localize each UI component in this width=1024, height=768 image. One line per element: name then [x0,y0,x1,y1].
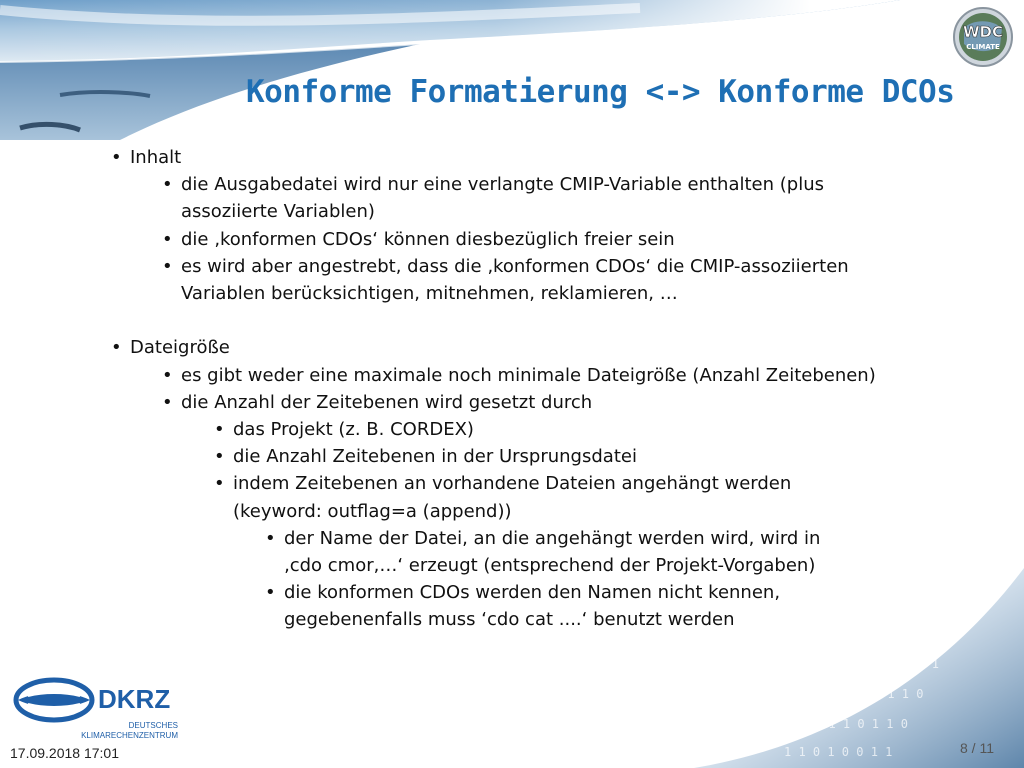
bullet-icon: • [111,147,122,168]
bullet-icon: • [162,364,173,386]
bullet-text-level-1: Inhalt [130,147,182,168]
bullet-text-level-3: die Anzahl Zeitebenen in der Ursprungsdatei [233,446,637,468]
bullet-icon: • [214,419,225,440]
bullet-text-level-2: es gibt weder eine maximale noch minimale Dateigröße (Anzahl Zeitebenen) [181,364,876,386]
bullet-text-level-3: (keyword: outflag=a (append)) [233,500,512,522]
bullet-icon: • [214,446,225,468]
bullet-text-level-4: gegebenenfalls muss ‘cdo cat ....‘ benutzt werden [284,609,735,631]
bullet-text-level-3: das Projekt (z. B. CORDEX) [233,419,474,440]
bullet-icon: • [162,391,173,413]
dkrz-subtitle-1: DEUTSCHES [128,721,178,730]
bullet-icon: • [111,337,122,359]
wdc-logo-subtext: CLIMATE [966,43,1000,51]
bullet-text-level-2: Variablen berücksichtigen, mitnehmen, reklamieren, … [181,283,678,304]
bullet-text-level-1: Dateigröße [130,337,230,359]
bullet-icon: • [265,582,276,604]
bullet-text-level-3: indem Zeitebenen an vorhandene Dateien angehängt werden [233,473,792,495]
svg-text:1 0 1 1: 1 0 1 1 [904,627,955,641]
bullet-text-level-4: ‚cdo cmor,…‘ erzeugt (entsprechend der Projekt-Vorgaben) [284,555,816,576]
bullet-icon: • [214,473,225,495]
bullet-text-level-2: die Ausgabedatei wird nur eine verlangte CMIP-Variable enthalten (plus [181,174,824,196]
bullet-icon: • [162,174,173,196]
bullet-icon: • [265,527,276,549]
bullet-icon: • [162,228,173,250]
svg-text:1 0 0 1 1 0: 1 0 0 1 1 0 [844,687,924,701]
wdc-logo-text: WDC [962,23,1004,41]
wdc-climate-logo [950,6,1016,68]
bullet-icon: • [162,255,173,277]
dkrz-logo [8,676,180,746]
page-number: 8 / 11 [960,740,994,756]
bullet-text-level-2: die Anzahl der Zeitebenen wird gesetzt durch [181,391,593,413]
bullet-text-level-2: assoziierte Variablen) [181,201,375,223]
dkrz-emblem-icon [16,680,92,720]
top-banner-image [0,0,1024,140]
dkrz-name: DKRZ [98,684,171,714]
svg-text:0 1 1 0 1: 0 1 1 0 1 [874,657,940,671]
slide-title: Konforme Formatierung <-> Konforme DCOs [246,74,955,110]
bullet-text-level-4: der Name der Datei, an die angehängt werden wird, wird in [284,527,821,549]
dkrz-subtitle-2: KLIMARECHENZENTRUM [81,731,178,740]
bullet-text-level-2: es wird aber angestrebt, dass die ‚konformen CDOs‘ die CMIP-assoziierten [181,255,849,277]
svg-text:0 1 1 0 1 1 0: 0 1 1 0 1 1 0 [814,717,908,731]
bullet-text-level-2: die ‚konformen CDOs‘ können diesbezüglich freier sein [181,228,675,250]
svg-text:1 1 0 1 0 0 1 1: 1 1 0 1 0 0 1 1 [784,745,893,759]
bullet-text-level-4: die konformen CDOs werden den Namen nicht kennen, [284,582,781,604]
footer-date: 17.09.2018 17:01 [10,745,119,761]
